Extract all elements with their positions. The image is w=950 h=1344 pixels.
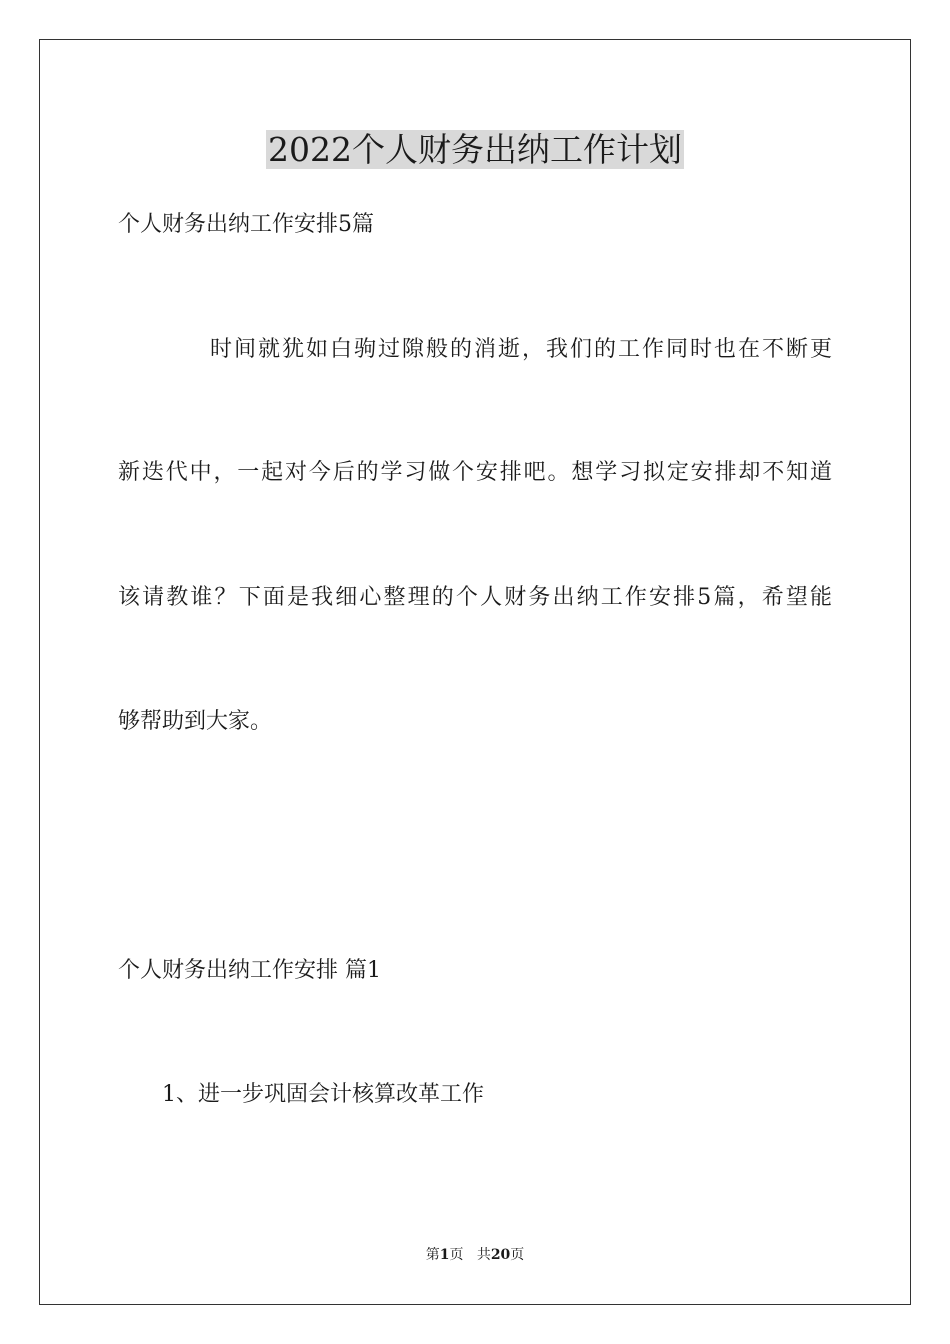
page-number: 1 xyxy=(439,1247,450,1263)
intro-line-3: 该请教谁？下面是我细心整理的个人财务出纳工作安排5篇，希望能 xyxy=(118,585,832,610)
document-title xyxy=(0,128,950,172)
total-prefix: 共 xyxy=(476,1247,491,1263)
intro-line-2: 新迭代中，一起对今后的学习做个安排吧。想学习拟定安排却不知道 xyxy=(118,460,832,485)
document-title-text: 2022个人财务出纳工作计划 xyxy=(268,130,682,169)
page-prefix: 第 xyxy=(425,1247,440,1263)
intro-line-1: 时间就犹如白驹过隙般的消逝，我们的工作同时也在不断更 xyxy=(210,337,832,362)
document-subtitle: 个人财务出纳工作安排5篇 xyxy=(118,212,374,237)
page-footer xyxy=(0,1245,950,1265)
total-suffix: 页 xyxy=(510,1247,525,1263)
total-pages: 20 xyxy=(490,1247,511,1263)
list-item: 1、进一步巩固会计核算改革工作 xyxy=(162,1082,484,1107)
intro-line-4: 够帮助到大家。 xyxy=(118,709,273,734)
page-suffix: 页 xyxy=(449,1247,464,1263)
section-heading: 个人财务出纳工作安排 篇1 xyxy=(118,958,381,983)
